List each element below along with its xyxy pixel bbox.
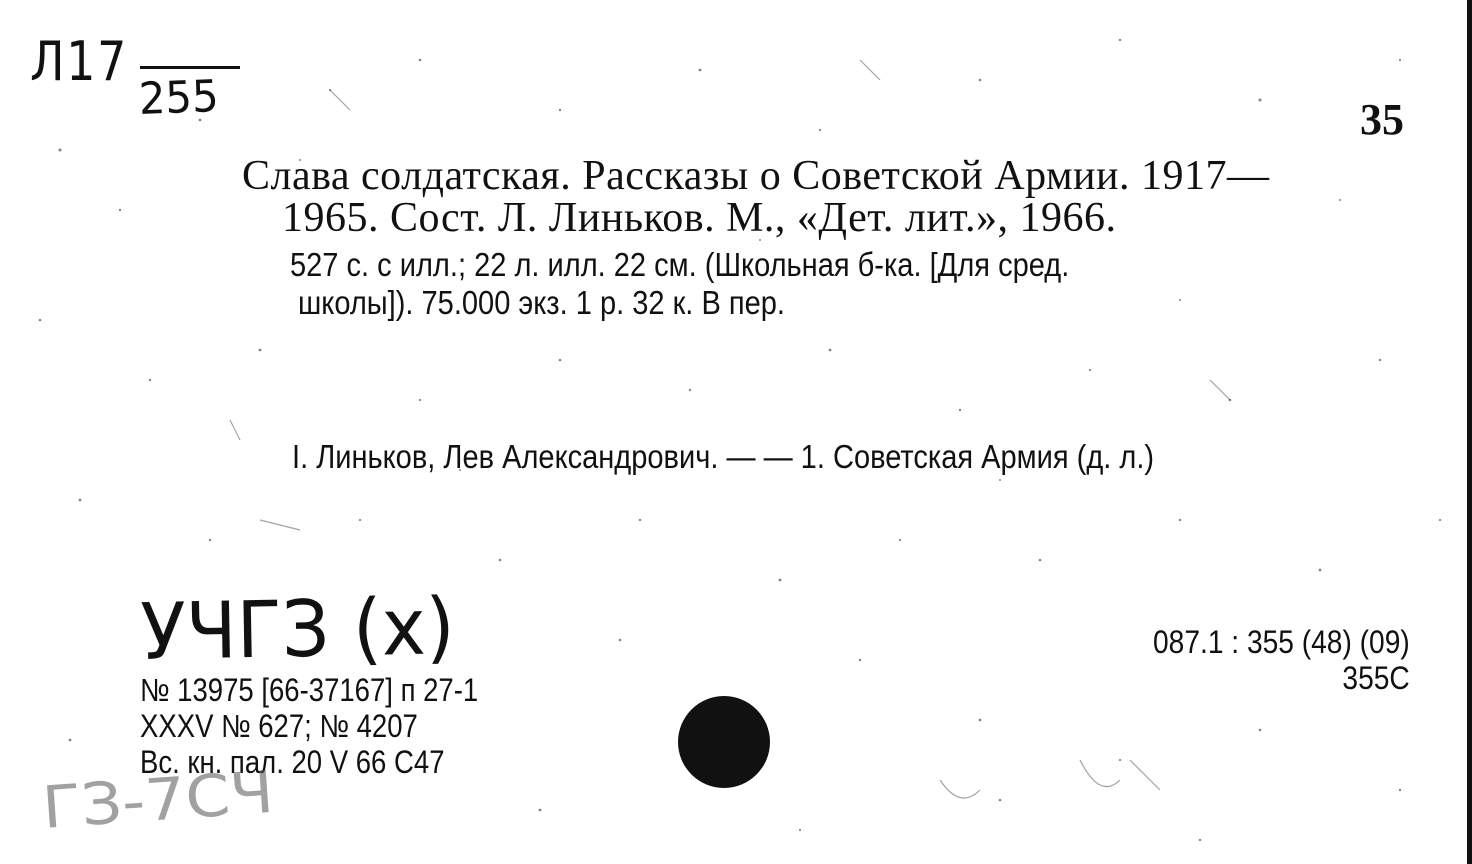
- shelf-mark-number-handwritten: 255: [138, 71, 220, 125]
- tracing-line: I. Линьков, Лев Александрович. — — 1. Советская Армия (д. л.): [292, 438, 1155, 475]
- shelf-mark-handwritten: Л17: [30, 30, 129, 93]
- shelf-mark-divider: [140, 66, 240, 69]
- card-edge: [1467, 0, 1472, 864]
- location-code-handwritten: УЧГЗ (х): [140, 582, 456, 678]
- punch-hole: [678, 696, 770, 788]
- title-line-1: Слава солдатская. Рассказы о Советской Армии. 1917—: [242, 153, 1270, 199]
- physical-description-line-1: 527 с. с илл.; 22 л. илл. 22 см. (Школьная б-ка. [Для сред.: [290, 246, 1070, 283]
- classification-block: [1153, 624, 1410, 696]
- physical-description-line-2: школы]). 75.000 экз. 1 р. 32 к. В пер.: [298, 284, 785, 321]
- registration-line-2: XXXV № 627; № 4207: [140, 708, 418, 744]
- registration-line-1: № 13975 [66-37167] п 27-1: [140, 672, 479, 708]
- title-line-2: 1965. Сост. Л. Линьков. М., «Дет. лит.», 1966.: [282, 195, 1117, 241]
- faded-handwriting: ГЗ-7СЧ: [40, 757, 276, 842]
- registration-line-3: Вс. кн. пал. 20 V 66 С47: [140, 744, 445, 780]
- author-mark: 355С: [1342, 660, 1410, 696]
- card-number: 35: [1360, 95, 1404, 144]
- udc-code: 087.1 : 355 (48) (09): [1153, 624, 1410, 660]
